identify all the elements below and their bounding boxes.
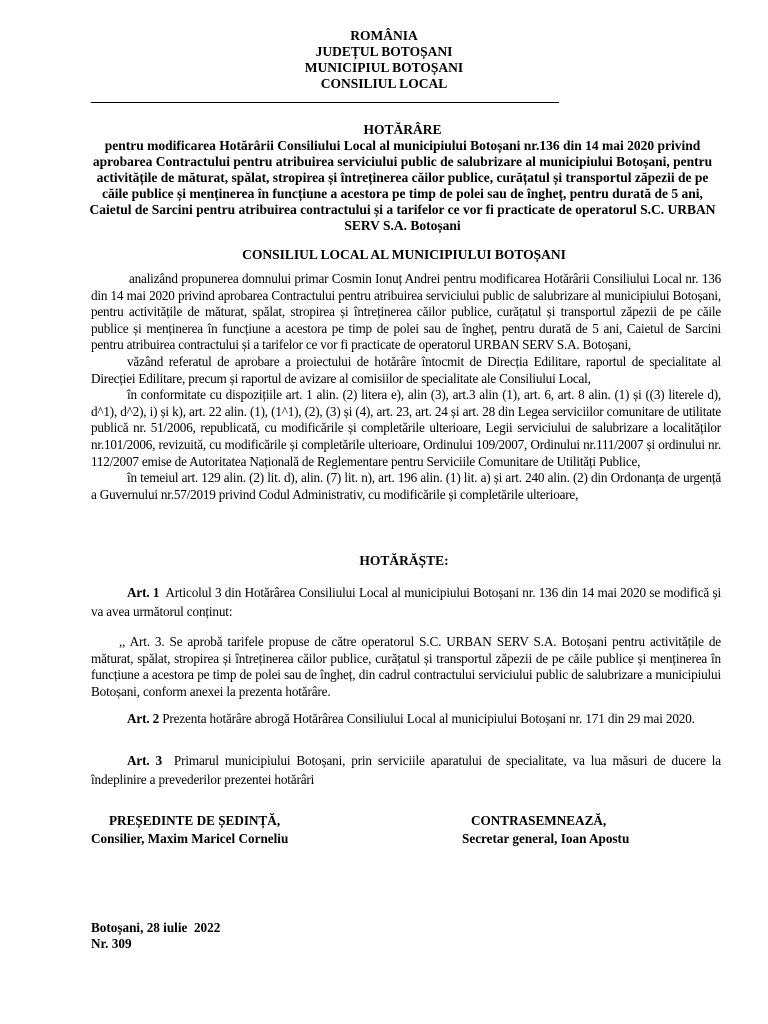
article-label: Art. 3	[127, 753, 162, 768]
council-heading: CONSILIUL LOCAL AL MUNICIPIULUI BOTOȘANI	[242, 247, 566, 262]
decision-heading: HOTĂRÂRE	[363, 122, 442, 137]
article-3	[91, 752, 721, 789]
article-text: Prezenta hotărâre abrogă Hotărârea Consiliului Local al municipiului Botoșani nr. 171 din 29 mai 2020.	[162, 711, 695, 726]
decision-subject: pentru modificarea Hotărârii Consiliului Local al municipiului Botoșani nr.136 din 14 mai 2020 privind aprobarea Contractului pentru atribuirea serviciului public de salubrizare al municipiului Botoșani, pentru activitățile de măturat, spălat, stropirea și întreținerea căilor publice, curățatul și transportul zăpezii de pe căile publice și menținerea în funcțiune a acestora pe timp de polei sau de îngheț, pentru durată de 5 ani, Caietul de Sarcini pentru atribuirea contractului și a tarifelor ce vor fi practicate de operatorul S.C. URBAN SERV S.A. Botoșani	[89, 138, 716, 233]
article-text: Primarul municipiului Botoșani, prin serviciile aparatului de specialitate, va lua măsuri de ducere la îndeplinire a prevederilor prezentei hotărâri	[91, 753, 722, 787]
decision-title	[85, 122, 720, 234]
article-1	[91, 584, 721, 621]
document-header	[0, 28, 768, 92]
signature-countersign	[462, 812, 629, 848]
signature-title: CONTRASEMNEAZĂ,	[471, 813, 607, 828]
header-council: CONSILIUL LOCAL	[320, 76, 448, 91]
signature-title: PREȘEDINTE DE ȘEDINȚĂ,	[109, 813, 281, 828]
decides-heading: HOTĂRĂȘTE:	[359, 553, 449, 568]
header-country: ROMÂNIA	[350, 28, 418, 43]
preamble-paragraph: în temeiul art. 129 alin. (2) lit. d), alin. (7) lit. n), art. 196 alin. (1) lit. a) și art. 240 alin. (2) din Ordonanța de urgență a Guvernului nr.57/2019 privind Codul Administrativ, cu modificările și completările ulterioare,	[91, 470, 721, 502]
header-municipality: MUNICIPIUL BOTOȘANI	[304, 60, 464, 75]
decision-number: Nr. 309	[91, 936, 132, 951]
article-quote	[91, 634, 721, 700]
signature-name: Consilier, Maxim Maricel Corneliu	[91, 831, 289, 846]
place-date: Botoșani, 28 iulie 2022	[91, 920, 221, 935]
preamble	[91, 271, 721, 503]
preamble-paragraph: analizând propunerea domnului primar Cosmin Ionuț Andrei pentru modificarea Hotărârii Consiliului Local nr. 136 din 14 mai 2020 privind aprobarea Contractului pentru atribuirea serviciului public de salubrizare al municipiului Botoșani, pentru activitățile de măturat, spălat, stropirea și întreținerea căilor publice, curățatul și transportul zăpezii de pe căile publice și menținerea în funcțiune a acestora pe timp de polei sau de îngheț, pentru durată de 5 ani, Caietul de Sarcini pentru atribuirea contractului și a tarifelor ce vor fi practicate de operatorul URBAN SERV S.A. Botoșani,	[91, 271, 721, 353]
header-divider	[91, 102, 559, 103]
article-label: Art. 1	[127, 585, 160, 600]
quoted-article-3: ,, Art. 3. Se aprobă tarifele propuse de către operatorul S.C. URBAN SERV S.A. Botoșani pentru activitățile de măturat, spălat, stropirea și întreținerea căilor publice, curățatul și transportul zăpezii de pe căile publice și menținerea în funcțiune a acestora pe timp de polei sau de îngheț, din cadrul contractului serviciului public de salubrizare a municipiului Botoșani, conform anexei la prezenta hotărâre.	[91, 634, 721, 699]
document-footer	[91, 920, 220, 952]
article-text: Articolul 3 din Hotărârea Consiliului Local al municipiului Botoșani nr. 136 din 14 mai 2020 se modifică și va avea următorul conținut:	[91, 585, 721, 619]
signature-name: Secretar general, Ioan Apostu	[462, 831, 630, 846]
signature-chair	[91, 812, 288, 848]
preamble-paragraph: în conformitate cu dispozițiile art. 1 alin. (2) litera e), alin (3), art.3 alin (1), art. 6, art. 8 alin. (1) și ((3) literele d), d^1), d^2), i) și k), art. 22 alin. (1), (1^1), (2), (3) și (4), art. 23, art. 24 și art. 28 din Legea serviciilor comunitare de utilitate publică nr. 51/2006, republicată, cu modificările și completările ulterioare, Legii serviciului de salubrizare a localităților nr.101/2006, revizuită, cu modificările și completările ulterioare, Ordinului 109/2007, Ordinului nr.111/2007 și ordinului nr. 112/2007 emise de Autoritatea Națională de Reglementare pentru Serviciile Comunitare de Utilități Publice,	[91, 387, 721, 469]
article-2	[91, 710, 721, 729]
header-county: JUDEȚUL BOTOȘANI	[315, 44, 453, 59]
article-label: Art. 2	[127, 711, 160, 726]
preamble-paragraph: văzând referatul de aprobare a proiectului de hotărâre întocmit de Direcția Edilitare, raportul de specialitate al Direcției Edilitare, precum și raportul de avizare al comisiilor de specialitate ale Consiliului Local,	[91, 353, 721, 386]
